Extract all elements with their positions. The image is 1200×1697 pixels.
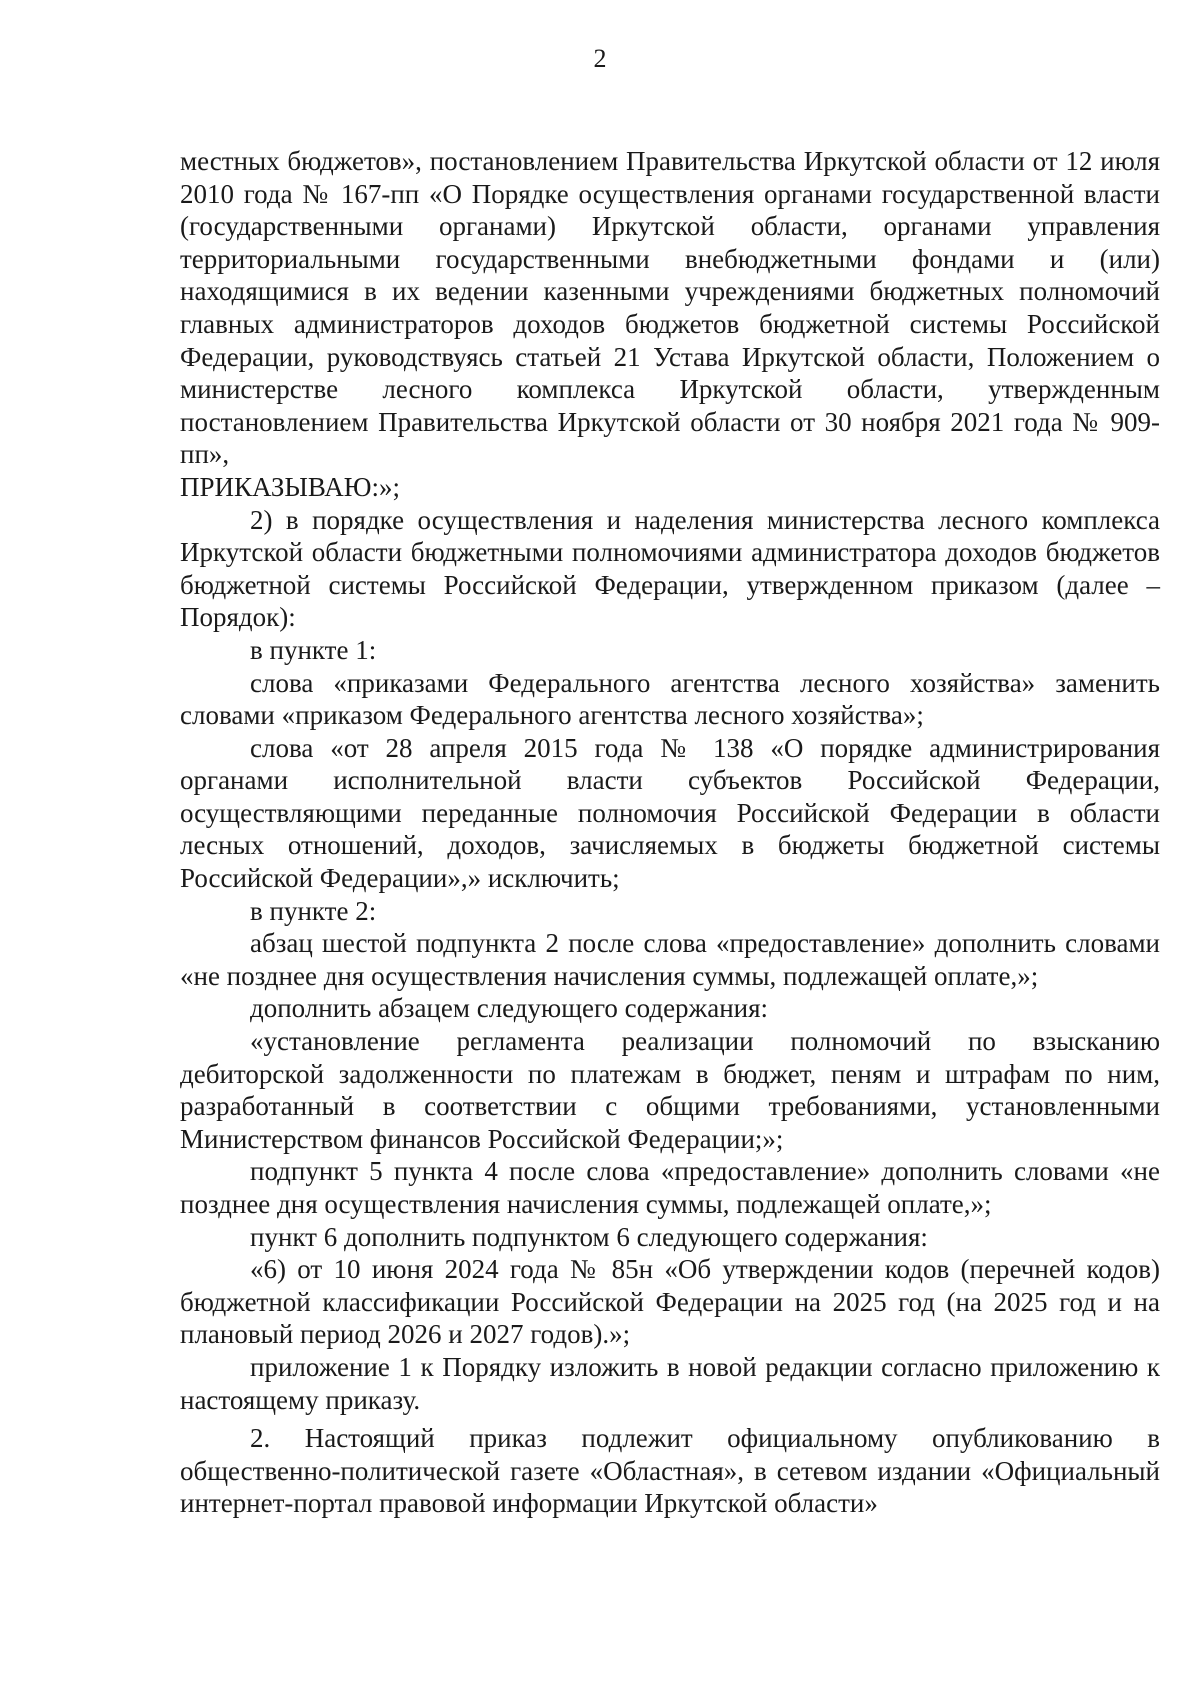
paragraph-exclude-words: слова «от 28 апреля 2015 года № 138 «О порядке администрирования органами исполнительной власти субъектов Российской Федерации, осуществляющими переданные полномочия Российской Федерации в области лесных отношений, доходов, зачисляемых в бюджеты бюджетной системы Российской Федерации»,» исключить; bbox=[180, 732, 1160, 894]
paragraph-replace-words: слова «приказами Федерального агентства лесного хозяйства» заменить словами «приказом Федерального агентства лесного хозяйства»; bbox=[180, 667, 1160, 731]
page-number: 2 bbox=[593, 44, 607, 73]
paragraph-item-publication: 2. Настоящий приказ подлежит официальному опубликованию в общественно-политической газете «Областная», в сетевом издании «Официальный интернет-портал правовой информации Иркутской области» bbox=[180, 1423, 1160, 1519]
paragraph-regulation: «установление регламента реализации полномочий по взысканию дебиторской задолженности по платежам в бюджет, пеням и штрафам по ним, разработанный в соответствии с общими требованиями, установленными Министерством финансов Российской Федерации;»; bbox=[180, 1026, 1160, 1154]
document-body bbox=[180, 145, 1160, 1520]
paragraph-sixth-subclause: абзац шестой подпункта 2 после слова «предоставление» дополнить словами «не позднее дня осуществления начисления суммы, подлежащей оплате,»; bbox=[180, 928, 1160, 991]
paragraph-appendix-1: приложение 1 к Порядку изложить в новой редакции согласно приложению к настоящему приказу. bbox=[180, 1351, 1160, 1415]
paragraph-clause-1: в пункте 1: bbox=[250, 634, 377, 665]
paragraph-add-subparagraph: дополнить абзацем следующего содержания: bbox=[250, 993, 769, 1024]
paragraph-order-word: ПРИКАЗЫВАЮ:»; bbox=[180, 471, 400, 502]
paragraph-clause-2: в пункте 2: bbox=[250, 895, 377, 926]
paragraph-clause-6: пункт 6 дополнить подпунктом 6 следующего содержания: bbox=[250, 1221, 928, 1252]
paragraph-item-2: 2) в порядке осуществления и наделения министерства лесного комплекса Иркутской области бюджетными полномочиями администратора доходов бюджетов бюджетной системы Российской Федерации, утвержденном приказом (далее – Порядок): bbox=[180, 504, 1160, 633]
paragraph-subclause-5: подпункт 5 пункта 4 после слова «предоставление» дополнить словами «не позднее дня осуществления начисления суммы, подлежащей оплате,»; bbox=[180, 1156, 1160, 1219]
paragraph-legal-basis: местных бюджетов», постановлением Правительства Иркутской области от 12 июля 2010 года № 167-пп «О Порядке осуществления органами государственной власти (государственными органами) Иркутской области, органами управления территориальными государственными внебюджетными фондами и (или) находящимися в их ведении казенными учреждениями бюджетных полномочий главных администраторов доходов бюджетов бюджетной системы Российской Федерации, руководствуясь статьей 21 Устава Иркутской области, Положением о министерстве лесного комплекса Иркутской области, утвержденным постановлением Правительства Иркутской области от 30 ноября 2021 года № 909-пп», bbox=[180, 146, 1160, 470]
paragraph-order-85n: «6) от 10 июня 2024 года № 85н «Об утверждении кодов (перечней кодов) бюджетной классификации Российской Федерации на 2025 год (на 2025 год и на плановый период 2026 и 2027 годов).»; bbox=[180, 1254, 1160, 1350]
